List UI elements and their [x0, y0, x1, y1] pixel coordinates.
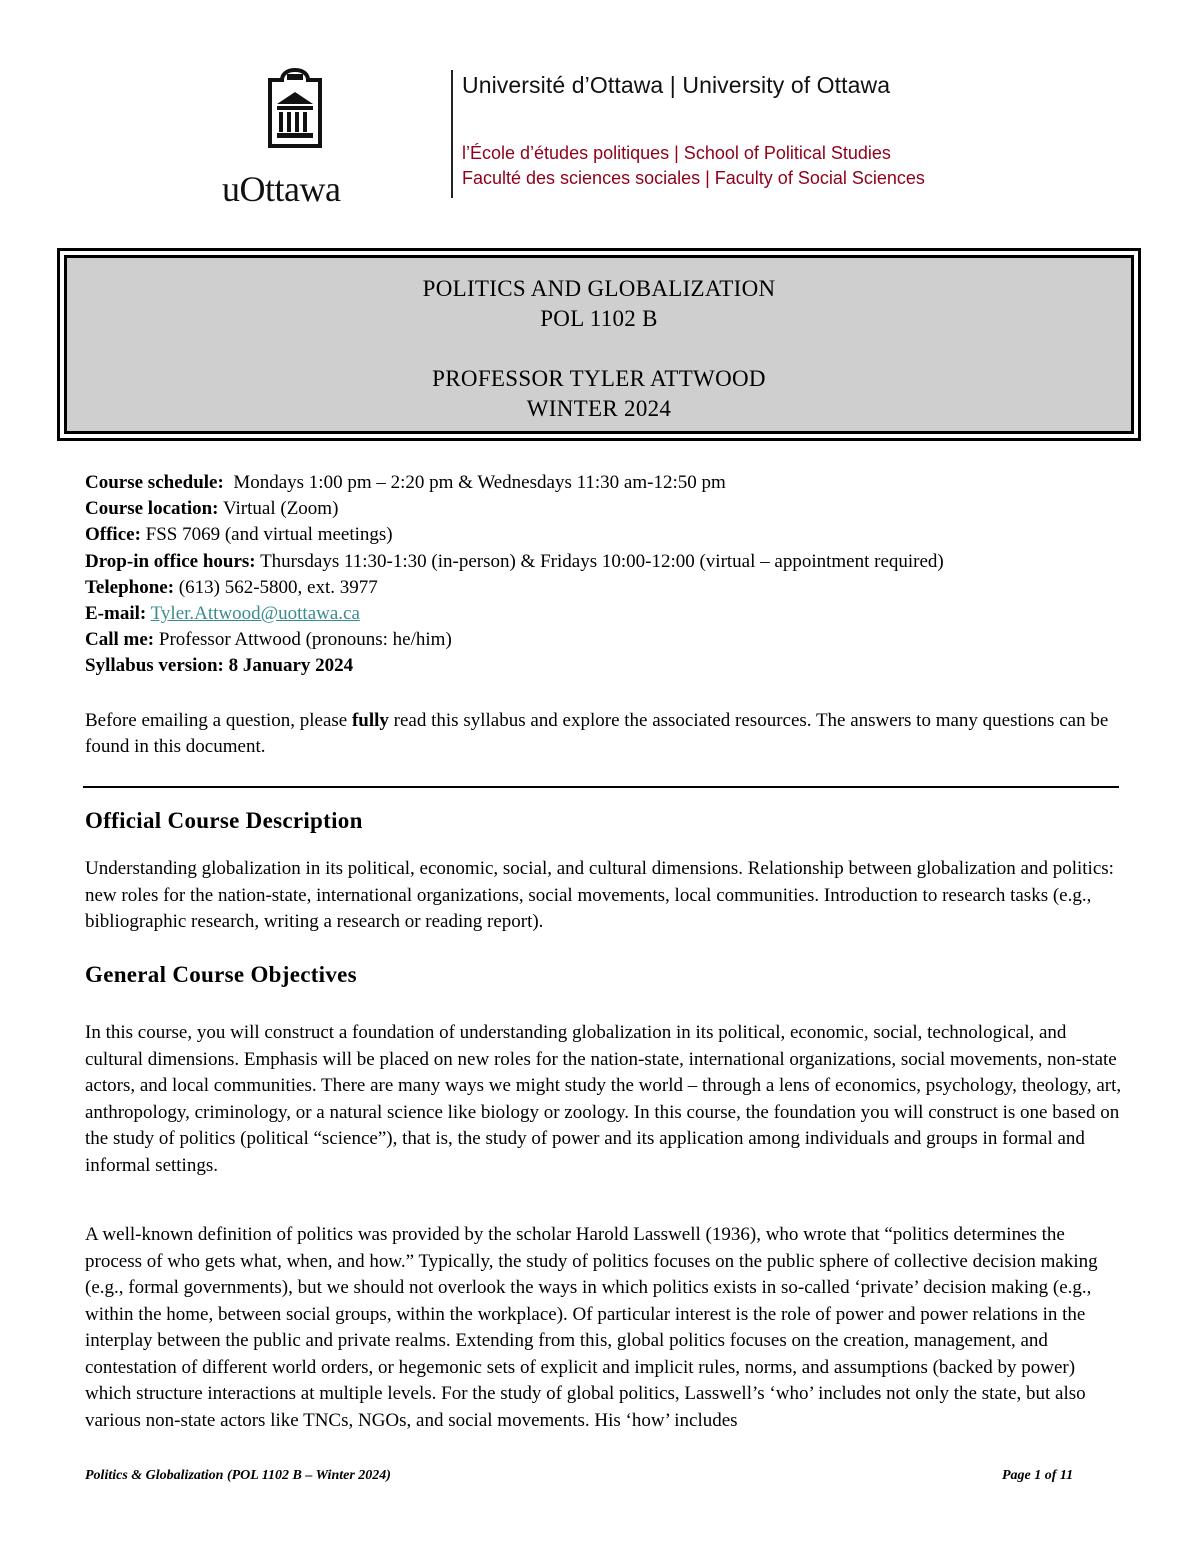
- telephone-value: (613) 562-5800, ext. 3977: [178, 576, 378, 598]
- call-me-label: Call me:: [85, 629, 155, 651]
- course-title-box: [57, 248, 1141, 441]
- email-note-emphasis: fully: [351, 710, 389, 731]
- title-box-content: [66, 257, 1132, 432]
- professor-name: PROFESSOR TYLER ATTWOOD: [432, 366, 766, 391]
- course-title: POLITICS AND GLOBALIZATION: [422, 276, 776, 301]
- footer-course: Politics & Globalization (POL 1102 B – Winter 2024): [85, 1468, 391, 1483]
- university-name: Université d’Ottawa | University of Ottawa: [462, 72, 891, 98]
- email-label: E-mail:: [85, 603, 147, 625]
- office-hours-value: Thursdays 11:30-1:30 (in-person) & Fridays 10:00-12:00 (virtual – appointment required): [260, 550, 944, 572]
- office-value: FSS 7069 (and virtual meetings): [145, 524, 393, 546]
- description-heading: Official Course Description: [85, 808, 363, 833]
- call-me-value: Professor Attwood (pronouns: he/him): [158, 629, 452, 651]
- office-hours-row: [85, 549, 1125, 575]
- term: WINTER 2024: [526, 396, 672, 421]
- location-label: Course location:: [85, 498, 219, 520]
- call-me-row: [85, 627, 1125, 653]
- email-row: [85, 601, 1125, 627]
- section-divider: [83, 786, 1119, 788]
- school-name: l’École d’études politiques | School of Political Studies: [462, 143, 891, 163]
- location-value: Virtual (Zoom): [222, 498, 339, 520]
- telephone-row: [85, 575, 1125, 601]
- email-note-start: Before emailing a question, please: [85, 710, 352, 731]
- objectives-paragraph-1: In this course, you will construct a foundation of understanding globalization in its political, economic, social, technological, and cultural dimensions. Emphasis will be placed on new roles for the nation-state, international organizations, social movements, non-state actors, and local communities. There are many ways we might study the world – through a lens of economics, psychology, theology, art, anthropology, criminology, or a natural science like biology or zoology. In this course, the foundation you will construct is one based on the study of politics (political “science”), that is, the study of power and its application among individuals and groups in formal and informal settings.: [85, 1022, 1122, 1176]
- logo-wordmark: uOttawa: [222, 169, 341, 209]
- schedule-label: Course schedule:: [85, 472, 224, 493]
- university-building-icon: [262, 68, 328, 150]
- schedule-row: [85, 470, 1125, 496]
- email-note: [85, 708, 1125, 760]
- location-row: [85, 496, 1125, 522]
- faculty-name: Faculté des sciences sociales | Faculty of Social Sciences: [462, 168, 925, 188]
- objectives-heading: General Course Objectives: [85, 962, 357, 987]
- telephone-label: Telephone:: [85, 576, 175, 598]
- description-text: Understanding globalization in its political, economic, social, and cultural dimensions. Relationship between globalization and politics: new roles for the nation-state, international organizations, social movements, local communities. Introduction to research tasks (e.g., bibliographic research, writing a research or reading report).: [85, 858, 1114, 932]
- office-label: Office:: [85, 524, 141, 546]
- objectives-paragraph-2: A well-known definition of politics was provided by the scholar Harold Lasswell (1936), who wrote that “politics determines the process of who gets what, when, and how.” Typically, the study of politics focuses on the public sphere of collective decision making (e.g., formal governments), but we should not overlook the ways in which politics exists in so-called ‘private’ decision making (e.g., within the home, between social groups, within the workplace). Of particular interest is the role of power and power relations in the interplay between the public and private realms. Extending from this, global politics focuses on the creation, management, and contestation of different world orders, or hegemonic sets of explicit and implicit rules, norms, and assumptions (backed by power) which structure interactions at multiple levels. For the study of global politics, Lasswell’s ‘who’ includes not only the state, but also various non-state actors like TNCs, NGOs, and social movements. His ‘how’ includes: [85, 1224, 1098, 1431]
- email-link[interactable]: Tyler.Attwood@uottawa.ca: [150, 603, 360, 625]
- uottawa-logo: [222, 68, 382, 208]
- syllabus-version-row: [85, 653, 1125, 679]
- email-note-end: read this syllabus and explore the associated resources. The answers to many questions can be found in this document.: [85, 710, 1109, 758]
- office-hours-label: Drop-in office hours:: [85, 550, 256, 572]
- syllabus-version: Syllabus version: 8 January 2024: [85, 655, 354, 677]
- footer-page-number: Page 1 of 11: [1002, 1468, 1074, 1483]
- course-code: POL 1102 B: [540, 306, 658, 331]
- office-row: [85, 522, 1125, 548]
- header-divider: [451, 70, 453, 198]
- course-info: [85, 470, 1125, 680]
- schedule-value: Mondays 1:00 pm – 2:20 pm & Wednesdays 11:30 am-12:50 pm: [233, 472, 726, 493]
